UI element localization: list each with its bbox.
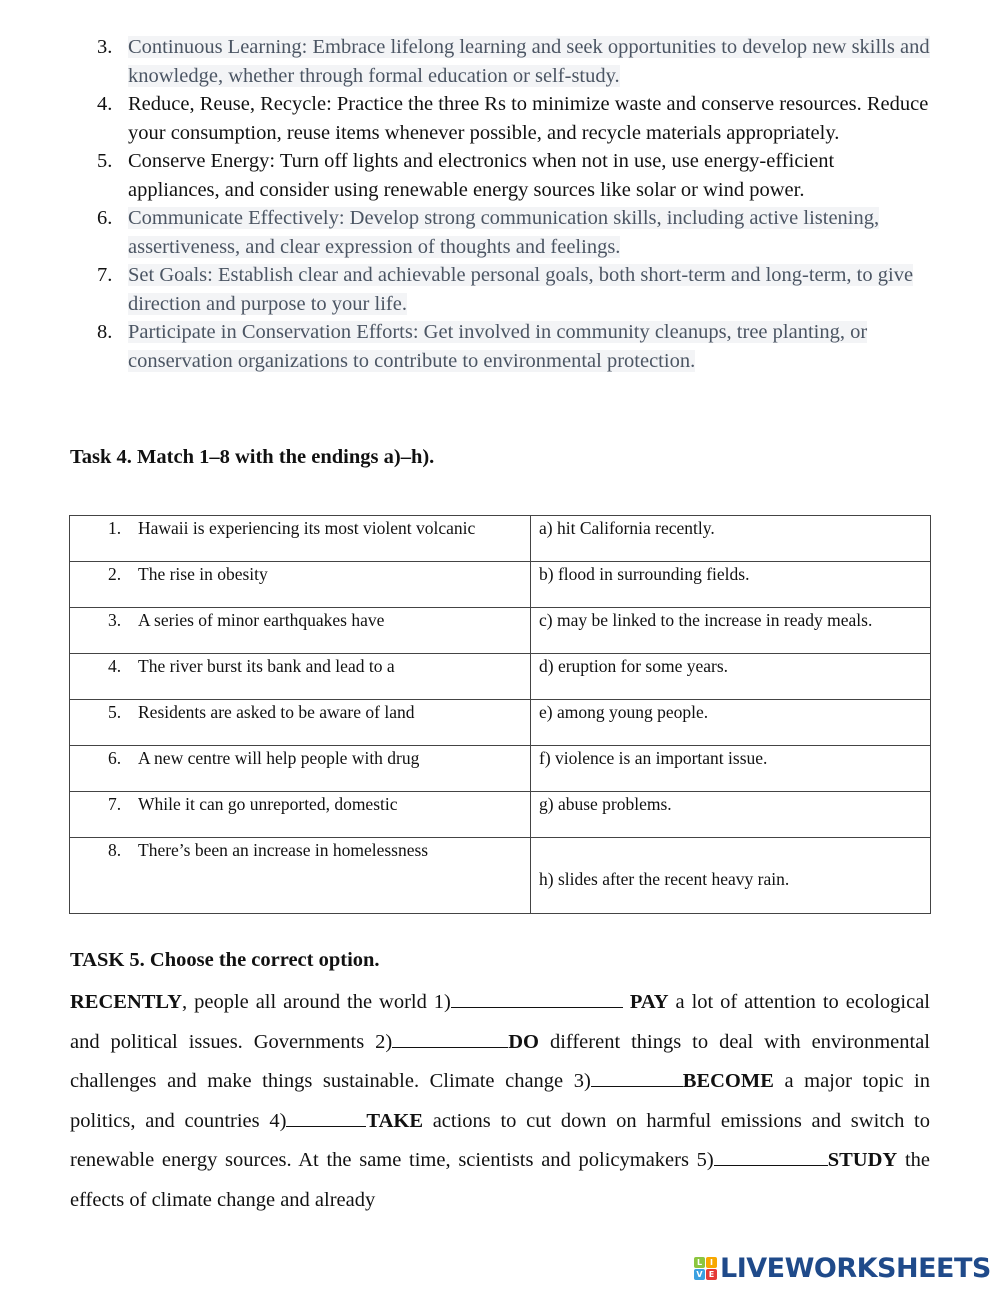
item-text: Reduce, Reuse, Recycle: Practice the three Rs to minimize waste and conserve resources. Reduce your consumption, reuse items whenever possible, and recycle materials appropriately. (128, 93, 929, 144)
cloze-paragraph (70, 983, 930, 1220)
blank-2-input[interactable] (392, 1026, 508, 1048)
row-number: 6. (108, 748, 122, 768)
sentence-start: There’s been an increase in homelessness (138, 840, 429, 860)
logo-letter: V (694, 1269, 705, 1280)
list-item (0, 90, 930, 147)
table-row (70, 746, 931, 792)
blank-3-input[interactable] (591, 1066, 683, 1088)
verb-5: STUDY (827, 1149, 898, 1171)
row-number: 8. (108, 840, 122, 860)
sentence-ending: b) flood in surrounding fields. (531, 562, 931, 608)
matching-table (69, 515, 931, 914)
sentence-start-cell (70, 654, 531, 700)
item-text: Continuous Learning: Embrace lifelong learning and seek opportunities to develop new skills and knowledge, whether through formal education or self-study. (128, 36, 930, 87)
task4-heading: Task 4. Match 1–8 with the endings a)–h). (70, 446, 435, 468)
sentence-ending: f) violence is an important issue. (531, 746, 931, 792)
sentence-start: Hawaii is experiencing its most violent volcanic (138, 518, 476, 538)
row-number: 4. (108, 656, 122, 676)
list-item (0, 147, 930, 204)
table-row (70, 700, 931, 746)
table-row (70, 562, 931, 608)
item-number: 5. (97, 150, 113, 172)
sentence-start-cell (70, 700, 531, 746)
sentence-start: While it can go unreported, domestic (138, 794, 398, 814)
row-number: 2. (108, 564, 122, 584)
table-row (70, 838, 931, 914)
row-number: 1. (108, 518, 122, 538)
table-row (70, 608, 931, 654)
blank-1-input[interactable] (451, 987, 623, 1009)
sentence-start: A series of minor earthquakes have (138, 610, 385, 630)
verb-2: DO (508, 1030, 539, 1053)
logo-letter: E (706, 1269, 717, 1280)
table-row (70, 654, 931, 700)
text-segment: , people all around the world 1) (182, 991, 451, 1013)
item-text: Communicate Effectively: Develop strong communication skills, including active listening, assertiveness, and clear expression of thoughts and feelings. (128, 207, 880, 258)
task5-heading: TASK 5. Choose the correct option. (70, 949, 380, 971)
blank-5-input[interactable] (714, 1145, 828, 1167)
logo-letter: I (706, 1257, 717, 1268)
list-item (0, 204, 930, 261)
live-blocks-icon (694, 1257, 717, 1280)
sentence-start: A new centre will help people with drug (138, 748, 420, 768)
text-segment: a lot of attention to ecological and political issues. Governments 2) (70, 991, 930, 1053)
liveworksheets-logo (694, 1254, 991, 1282)
sentence-start-cell (70, 608, 531, 654)
sentence-ending: h) slides after the recent heavy rain. (531, 838, 931, 914)
item-number: 3. (97, 36, 113, 58)
text-segment: actions to cut down on harmful emissions and switch to renewable energy sources. At the same time, scientists and policymakers 5) (70, 1109, 930, 1171)
row-number: 7. (108, 794, 122, 814)
text-segment: a major topic in politics, and countries 4) (70, 1070, 930, 1132)
sentence-start-cell (70, 792, 531, 838)
sentence-start: The rise in obesity (138, 564, 268, 584)
item-number: 4. (97, 93, 113, 115)
item-number: 7. (97, 264, 113, 286)
blank-4-input[interactable] (286, 1105, 366, 1127)
text-segment: the effects of climate change and already (70, 1149, 930, 1211)
sentence-start-cell (70, 838, 531, 914)
sentence-ending: c) may be linked to the increase in ready meals. (531, 608, 931, 654)
item-number: 8. (97, 321, 113, 343)
sentence-start: The river burst its bank and lead to a (138, 656, 395, 676)
row-number: 5. (108, 702, 122, 722)
table-row (70, 792, 931, 838)
sentence-ending: g) abuse problems. (531, 792, 931, 838)
row-number: 3. (108, 610, 122, 630)
text-segment: different things to deal with environmental challenges and make things sustainable. Climate change 3) (70, 1030, 930, 1092)
item-text: Conserve Energy: Turn off lights and electronics when not in use, use energy-efficient appliances, and consider using renewable energy sources like solar or wind power. (128, 150, 835, 201)
verb-1: PAY (629, 991, 669, 1013)
list-item (0, 318, 930, 375)
verb-4: TAKE (366, 1109, 423, 1132)
sentence-start: Residents are asked to be aware of land (138, 702, 415, 722)
sentence-start-cell (70, 516, 531, 562)
list-item (0, 33, 930, 90)
verb-3: BECOME (682, 1070, 774, 1092)
list-item (0, 261, 930, 318)
sentence-start-cell (70, 746, 531, 792)
table-row (70, 516, 931, 562)
sentence-ending: d) eruption for some years. (531, 654, 931, 700)
sentence-start-cell (70, 562, 531, 608)
keyword-recently: RECENTLY (70, 991, 183, 1013)
logo-letter: L (694, 1257, 705, 1268)
logo-wordmark: LIVEWORKSHEETS (720, 1252, 991, 1284)
tips-list (0, 33, 1000, 375)
item-number: 6. (97, 207, 113, 229)
item-text: Participate in Conservation Efforts: Get involved in community cleanups, tree planting, or conservation organizations to contribute to environmental protection. (128, 321, 868, 372)
sentence-ending: a) hit California recently. (531, 516, 931, 562)
sentence-ending: e) among young people. (531, 700, 931, 746)
item-text: Set Goals: Establish clear and achievable personal goals, both short-term and long-term, to give direction and purpose to your life. (128, 264, 914, 315)
